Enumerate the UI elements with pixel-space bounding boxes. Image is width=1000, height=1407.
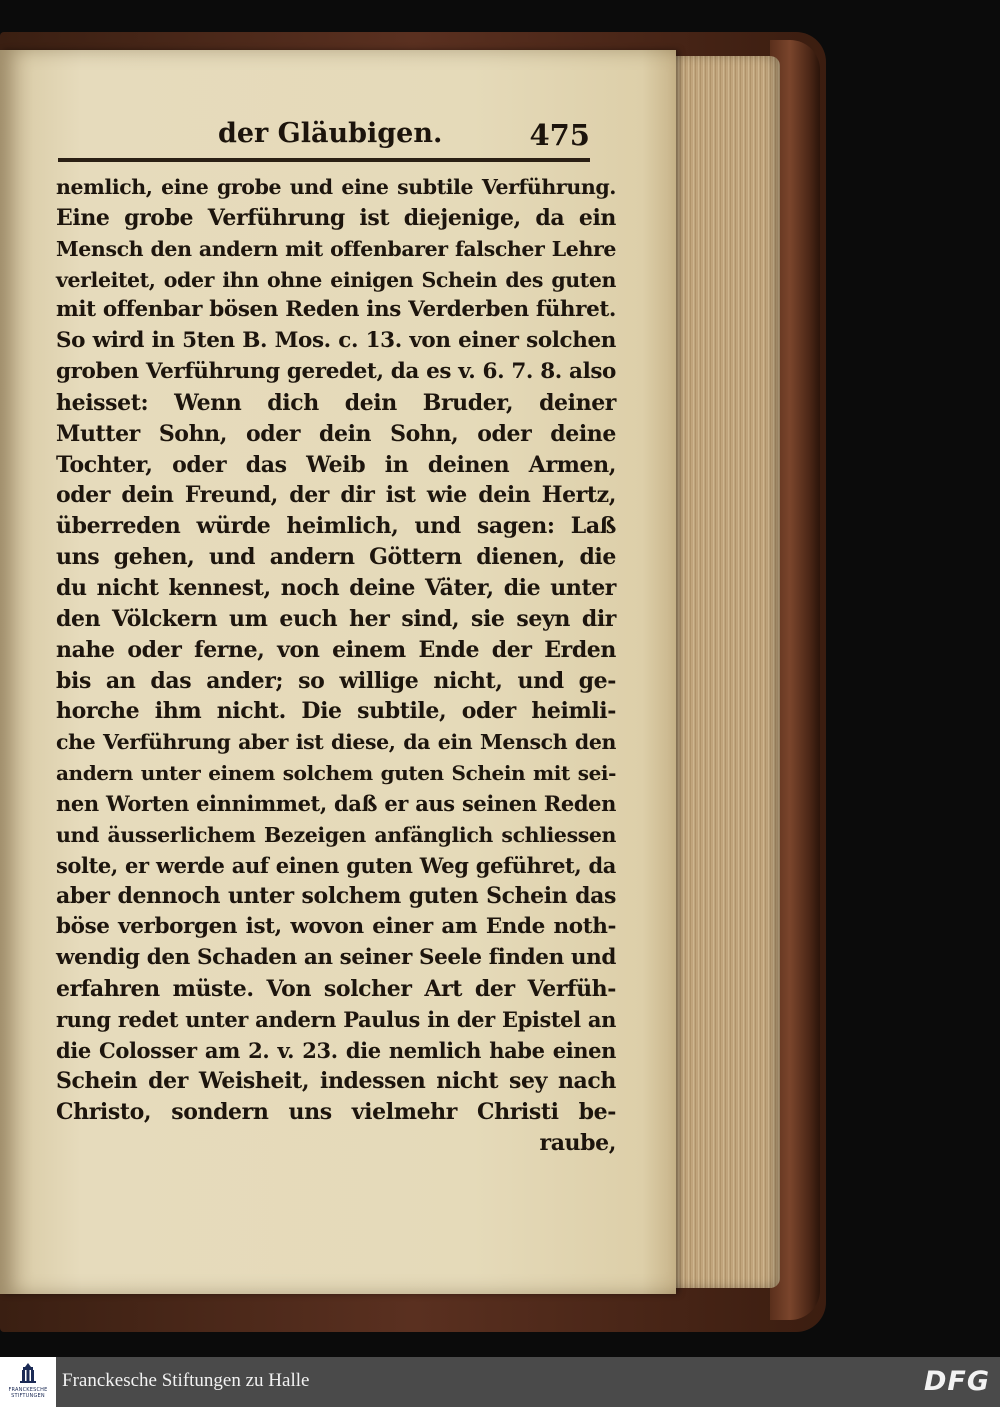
text-line: du nicht kennest, noch deine Väter, die unter	[56, 574, 616, 601]
logo-text: FRANCKESCHE STIFTUNGEN	[8, 1387, 48, 1399]
text-line: bis an das ander; so willige nicht, und ge-	[56, 667, 616, 694]
text-line: böse verborgen ist, wovon einer am Ende noth-	[56, 914, 616, 940]
building-icon	[19, 1363, 37, 1383]
page-header	[180, 118, 600, 158]
running-head: der Gläubigen.	[218, 118, 443, 149]
body-text	[56, 172, 616, 1159]
text-line: überreden würde heimlich, und sagen: Laß	[56, 513, 616, 540]
text-line: horche ihm nicht. Die subtile, oder heimli-	[56, 698, 616, 725]
text-line: Mutter Sohn, oder dein Sohn, oder deine	[56, 420, 616, 447]
text-line: Schein der Weisheit, indessen nicht sey nach	[56, 1068, 616, 1095]
text-line: andern unter einem solchem guten Schein mit sei-	[56, 761, 616, 786]
text-line: solte, er werde auf einen guten Weg geführet, da	[56, 852, 616, 878]
text-line: nahe oder ferne, von einem Ende der Erden	[56, 636, 616, 663]
viewer-footer	[0, 1357, 1000, 1407]
text-line: heisset: Wenn dich dein Bruder, deiner	[56, 389, 616, 416]
text-line: Eine grobe Verführung ist diejenige, da ein	[56, 204, 616, 231]
text-line: erfahren müste. Von solcher Art der Verfüh-	[56, 975, 616, 1002]
text-line: So wird in 5ten B. Mos. c. 13. von einer solchen	[56, 328, 616, 354]
text-line: nen Worten einnimmet, daß er aus seinen Reden	[56, 790, 616, 816]
text-line: groben Verführung geredet, da es v. 6. 7. 8. also	[56, 359, 616, 385]
text-line: rung redet unter andern Paulus in der Epistel an	[56, 1006, 616, 1032]
text-line: aber dennoch unter solchem guten Schein das	[56, 883, 616, 910]
text-line: uns gehen, und andern Göttern dienen, die	[56, 544, 616, 571]
page-block-edge	[672, 56, 780, 1288]
header-rule	[58, 158, 590, 162]
text-line: nemlich, eine grobe und eine subtile Verführung.	[56, 175, 616, 199]
dfg-logo[interactable]: DFG	[923, 1366, 990, 1397]
text-line: den Völckern um euch her sind, sie seyn dir	[56, 605, 616, 632]
text-line: und äusserlichem Bezeigen anfänglich schliessen	[56, 822, 616, 847]
text-line: che Verführung aber ist diese, da ein Mensch den	[56, 730, 616, 755]
institution-name[interactable]: Franckesche Stiftungen zu Halle	[62, 1370, 310, 1391]
text-line: Christo, sondern uns vielmehr Christi be-	[56, 1099, 616, 1126]
catchword: raube,	[539, 1130, 616, 1157]
text-line: Mensch den andern mit offenbarer falscher Lehre	[56, 236, 616, 261]
institution-logo[interactable]	[0, 1357, 56, 1407]
text-line: wendig den Schaden an seiner Seele finden und	[56, 945, 616, 971]
text-line: verleitet, oder ihn ohne einigen Schein des guten	[56, 267, 616, 292]
text-line: oder dein Freund, der dir ist wie dein Hertz,	[56, 482, 616, 509]
text-line: Tochter, oder das Weib in deinen Armen,	[56, 451, 616, 478]
text-line: die Colosser am 2. v. 23. die nemlich habe einen	[56, 1037, 616, 1063]
text-line: mit offenbar bösen Reden ins Verderben führet.	[56, 297, 616, 323]
page-number: 475	[529, 118, 590, 152]
